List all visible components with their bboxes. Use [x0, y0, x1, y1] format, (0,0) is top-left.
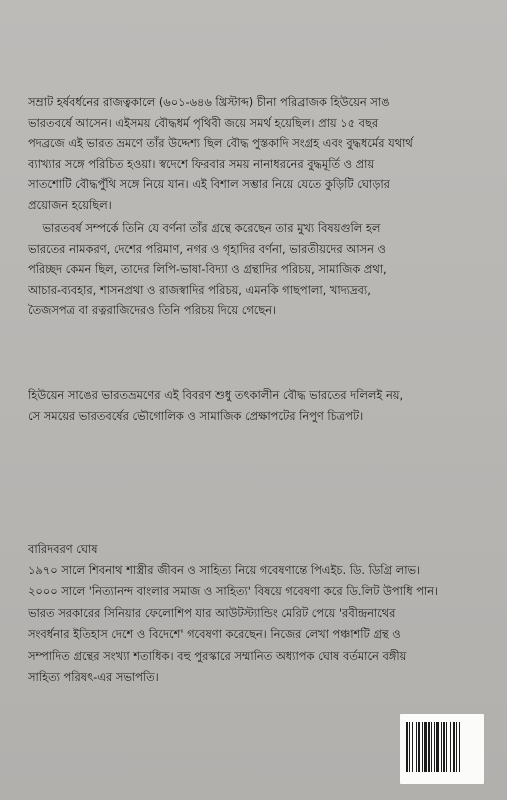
barcode-bar	[434, 722, 435, 772]
text-line: ভারতের নামকরণ, দেশের পরিমাণ, নগর ও গৃহাদির বর্ণনা, ভারতীয়দের আসন ও	[28, 241, 386, 256]
text-line: ভারতবর্ষে আসেন। এইসময় বৌদ্ধধর্ম পৃথিবী জয়ে সমর্থ হয়েছিল। প্রায় ১৫ বছর	[28, 115, 379, 130]
barcode-graphic	[400, 714, 484, 784]
text-line: সংবর্ধনার ইতিহাস দেশে ও বিদেশে' গবেষণা করেছেন। নিজের লেখা পঞ্চাশটি গ্রন্থ ও	[28, 627, 401, 642]
barcode-bar	[418, 722, 420, 772]
description-paragraph-2	[28, 218, 484, 321]
text-line: ব্যাখ্যার সঙ্গে পরিচিত হওয়া। স্বদেশে ফিরবার সময় নানাধরনের বুদ্ধমূর্তি ও প্রায়	[28, 156, 375, 171]
text-line: সম্পাদিত গ্রন্থের সংখ্যা শতাধিক। বহু পুরস্কারে সম্মানিত অধ্যাপক ঘোষ বর্তমানে বঙ্গীয়	[28, 648, 407, 663]
text-line: প্রয়োজন হয়েছিল।	[28, 197, 112, 212]
text-line: সম্রাট হর্ষবর্ধনের রাজত্বকালে (৬০১-৬৪৬ খ্রিস্টাব্দ) চীনা পরিব্রাজক হিউয়েন সাঙ	[28, 95, 390, 109]
barcode-bar	[409, 722, 410, 772]
barcode-bar	[456, 722, 457, 772]
text-line: ভারতবর্ষ সম্পর্কে তিনি যে বর্ণনা তাঁর গ্রন্থে করেছেন তার মুখ্য বিষয়গুলি হল	[28, 221, 381, 235]
barcode-bar	[428, 722, 430, 772]
text-line: সাতশোটি বৌদ্ধপুঁথি সঙ্গে নিয়ে যান। এই বিশাল সম্ভার নিয়ে যেতে কুড়িটি ঘোড়ার	[28, 177, 390, 192]
barcode-bar	[416, 722, 417, 772]
barcode-bar	[412, 722, 413, 772]
author-bio	[28, 560, 484, 688]
barcode-bar	[406, 722, 408, 772]
text-line: আচার-ব্যবহার, শাসনপ্রথা ও রাজস্বাদির পরিচয়, এমনকি গাছপালা, খাদ্যদ্রব্য,	[28, 282, 371, 297]
text-line: ২০০০ সালে 'নিত্যানন্দ বাংলার সমাজ ও সাহিত্য' বিষয়ে গবেষণা করে ডি.লিট উপাধি পান।	[28, 584, 439, 599]
barcode-bar	[453, 722, 455, 772]
text-line: পদব্রজে এই ভারত ভ্রমণে তাঁর উদ্দেশ্য ছিল বৌদ্ধ পুস্তকাদি সংগ্রহ এবং বুদ্ধধর্মের যথার্থ	[28, 136, 413, 151]
text-line: সে সময়ের ভারতবর্ষের ভৌগোলিক ও সামাজিক প্রেক্ষাপটের নিপুণ চিত্রপট।	[28, 408, 364, 423]
text-line: তৈজসপত্র বা রত্নরাজিদেরও তিনি পরিচয় দিয়ে গেছেন।	[28, 303, 277, 318]
barcode-icon	[400, 714, 484, 784]
barcode-bar	[443, 722, 445, 772]
text-line: পরিচ্ছদ কেমন ছিল, তাদের লিপি-ভাষা-বিদ্যা ও গ্রন্থাদির পরিচয়, সামাজিক প্রথা,	[28, 262, 387, 277]
barcode-bar	[450, 722, 451, 772]
barcode-bar	[422, 722, 423, 772]
text-line: ১৯৭০ সালে শিবনাথ শাস্ত্রীর জীবন ও সাহিত্য নিয়ে গবেষণান্তে পিএইচ. ডি. ডিগ্রি লাভ।	[28, 563, 421, 577]
text-line: হিউয়েন সাঙের ভারতভ্রমণের এই বিবরণ শুধু তৎকালীন বৌদ্ধ ভারতের দলিলই নয়,	[28, 388, 404, 402]
barcode-bar	[436, 722, 439, 772]
barcode-bar	[459, 722, 460, 772]
barcode-bar	[446, 722, 447, 772]
description-paragraph-1	[28, 92, 484, 216]
barcode-bar	[431, 722, 432, 772]
text-line: সাহিত্য পরিষৎ-এর সভাপতি।	[28, 670, 159, 685]
description-paragraph-3	[28, 385, 484, 426]
text-line: ভারত সরকারের সিনিয়ার ফেলোশিপ যার আউটস্ট্যান্ডিং মেরিট পেয়ে 'রবীন্দ্রনাথের	[28, 605, 396, 620]
barcode-bar	[424, 722, 427, 772]
author-name: বারিদবরণ ঘোষ	[28, 542, 98, 556]
barcode-bar	[441, 722, 442, 772]
